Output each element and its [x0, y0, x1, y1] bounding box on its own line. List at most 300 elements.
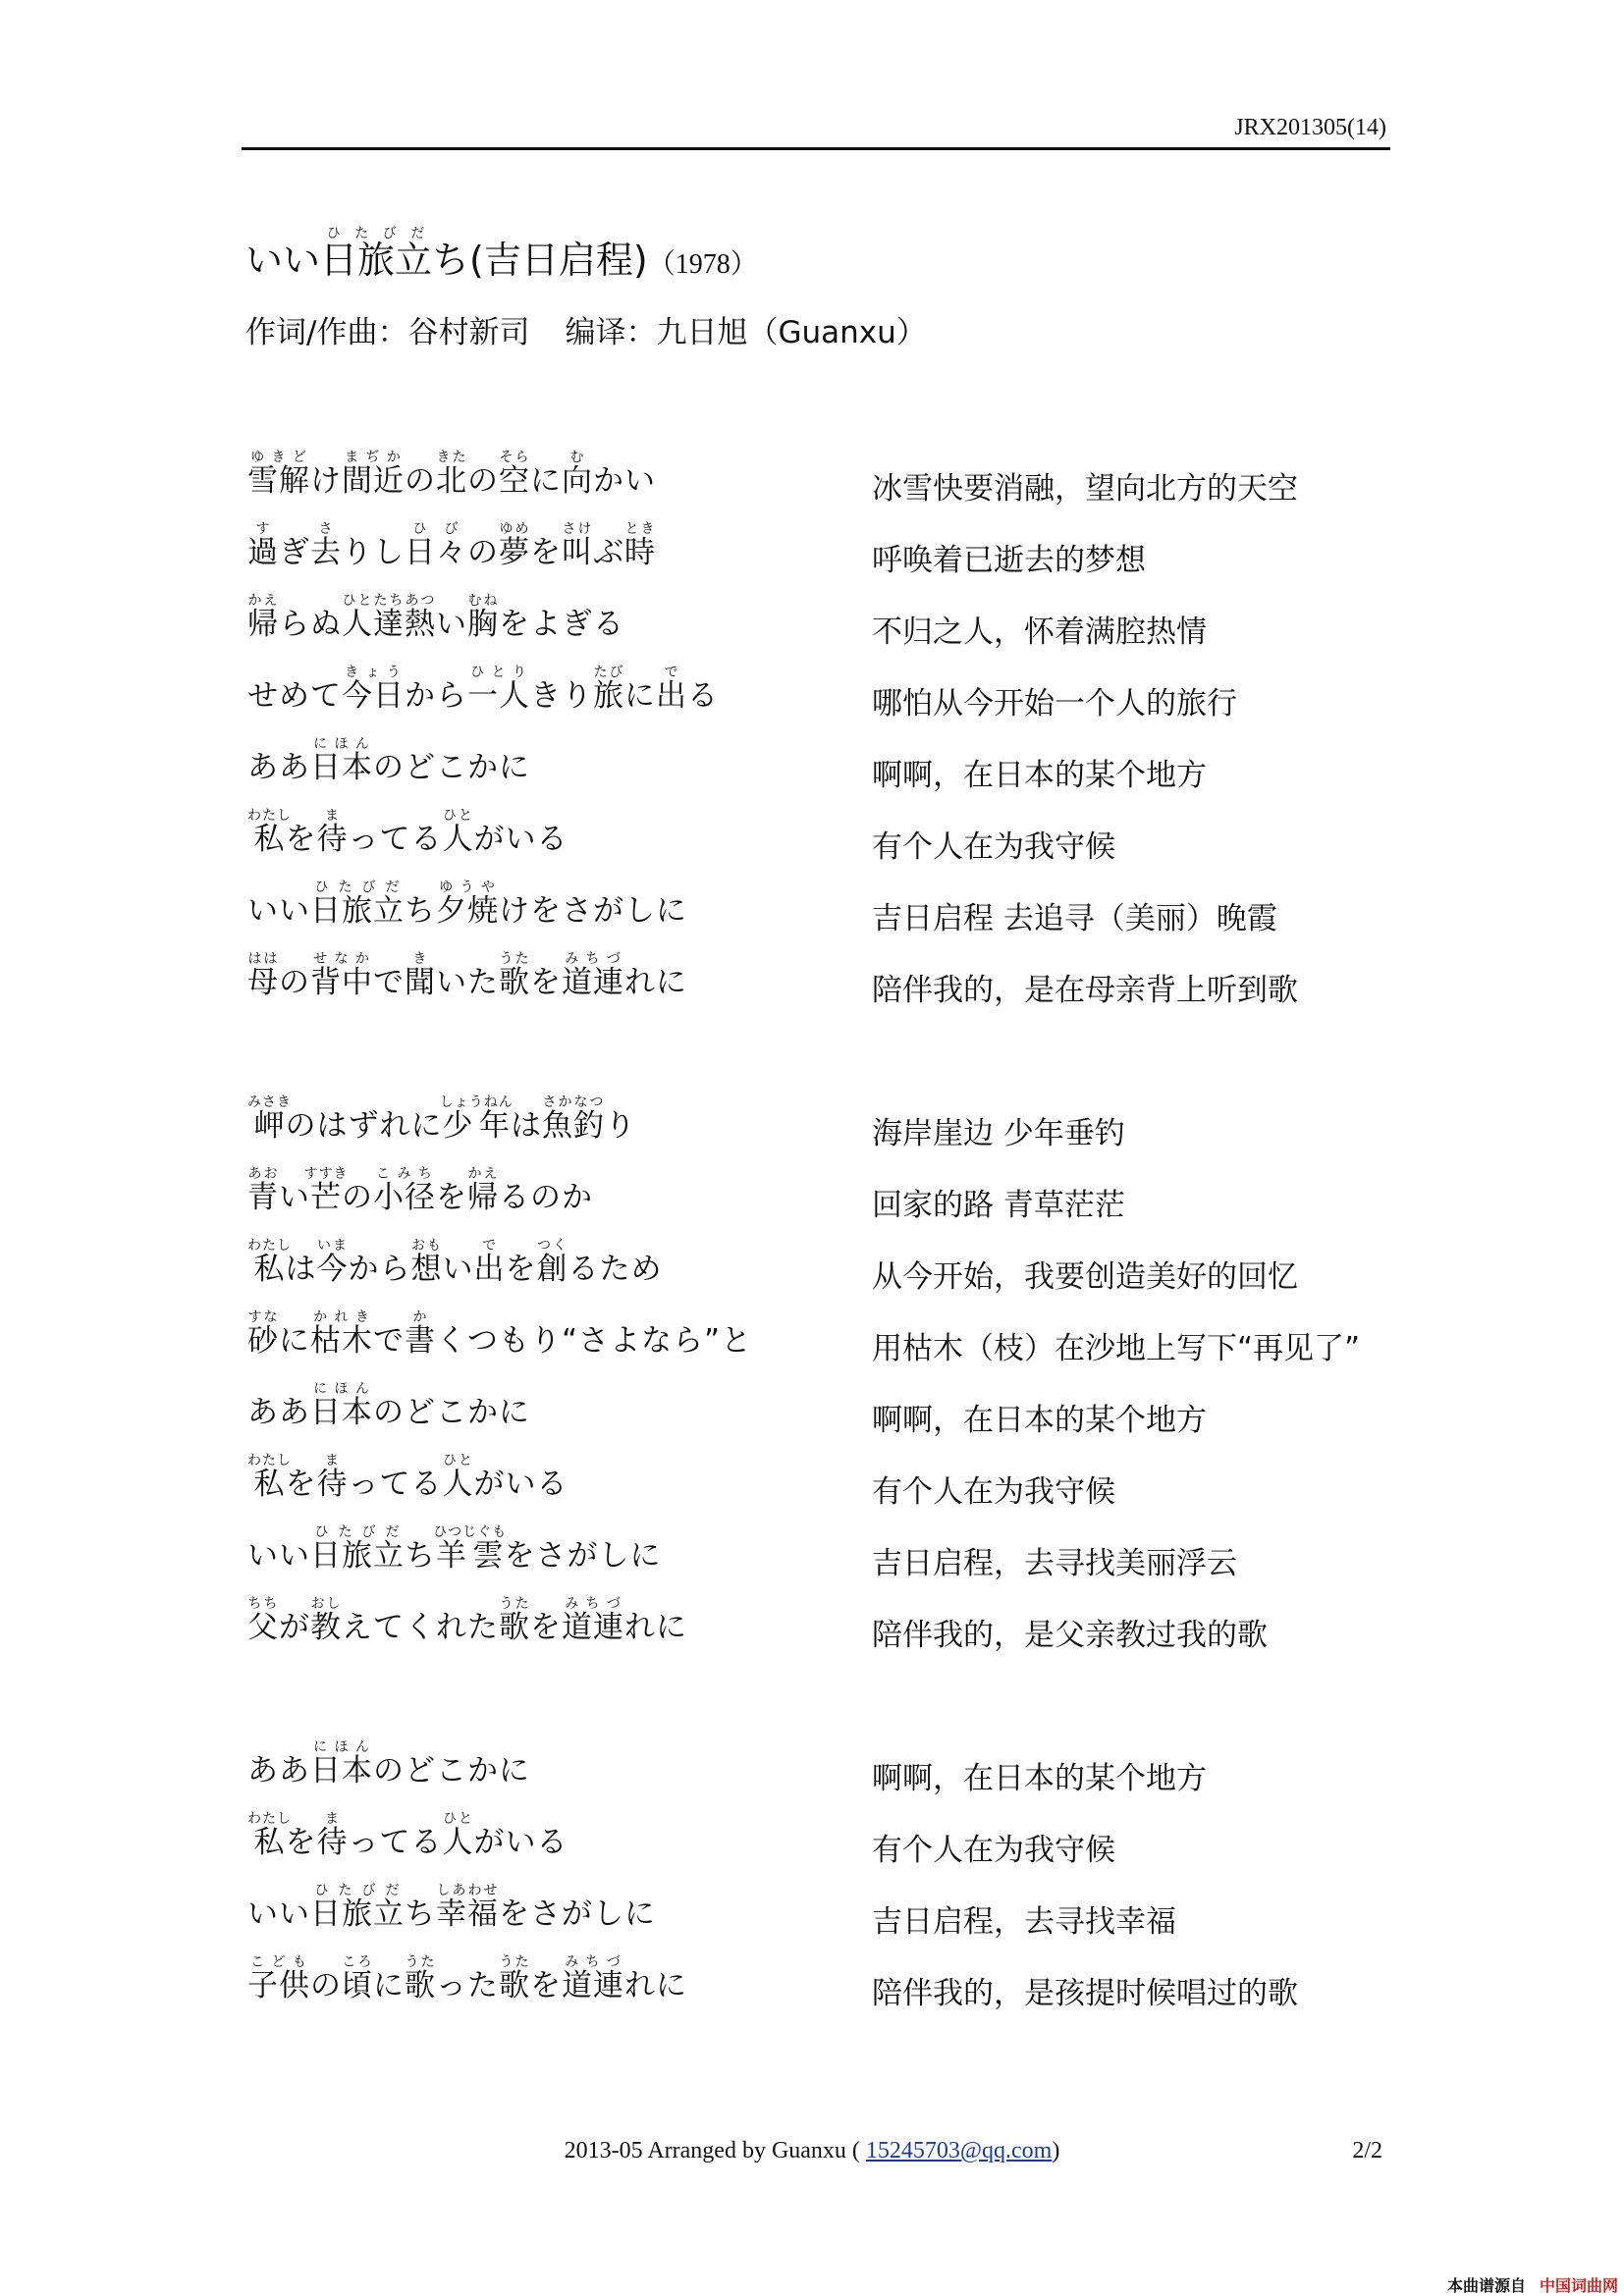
ruby-reading: で	[656, 665, 687, 680]
ruby-reading: いま	[316, 1238, 349, 1254]
ruby-base: 芒	[303, 1180, 349, 1215]
title-part2: ち(吉日启程)	[432, 239, 648, 282]
kana-segment: いい	[247, 1896, 310, 1932]
ruby-segment	[473, 1238, 506, 1287]
ruby-base: 私	[247, 1252, 292, 1287]
ruby-reading: すな	[247, 1309, 279, 1325]
ruby-reading: ひと	[442, 1453, 474, 1468]
ruby-segment	[247, 951, 279, 1000]
ruby-base: 歌	[499, 1968, 530, 2003]
ruby-base: 北	[436, 463, 467, 499]
lyric-ja-line	[247, 951, 687, 1001]
ruby-base: 歌	[405, 1968, 436, 2003]
ruby-segment	[247, 1596, 279, 1645]
ruby-base: 向	[562, 463, 593, 499]
ruby-segment	[247, 450, 310, 499]
ruby-segment	[436, 450, 467, 499]
kana-segment: をさがしに	[504, 1538, 662, 1574]
ruby-reading: さかなつ	[542, 1095, 605, 1110]
ruby-segment	[247, 1453, 292, 1502]
kana-segment: け	[310, 463, 342, 499]
ruby-segment	[436, 880, 499, 929]
lyric-zh-line: 吉日启程 去追寻（美丽）晚霞	[872, 901, 1277, 936]
ruby-segment	[342, 1954, 373, 2003]
lyric-zh-line: 回家的路 青草茫茫	[872, 1188, 1125, 1223]
ruby-segment	[310, 951, 373, 1000]
ruby-reading: ま	[316, 1453, 349, 1468]
lyric-ja-line	[247, 1095, 636, 1145]
kana-segment: の	[279, 965, 310, 1000]
ruby-base: 雪解	[247, 463, 310, 499]
ruby-base: 日旅立	[310, 1538, 405, 1574]
ruby-segment	[562, 1954, 624, 2003]
footer-arranged-suffix: )	[1052, 2138, 1060, 2163]
ruby-base: 日々	[405, 535, 467, 570]
ruby-base: 私	[247, 1467, 292, 1502]
watermark-source: 本曲谱源自	[1446, 2276, 1526, 2295]
ruby-reading: さけ	[562, 521, 593, 537]
kana-segment: せめて	[247, 678, 342, 714]
title-ruby-base: 日旅立	[320, 239, 433, 282]
kana-segment: ああ	[247, 750, 310, 785]
ruby-base: 歌	[499, 1610, 530, 1645]
lyric-ja-line	[247, 1954, 687, 2004]
ruby-segment	[410, 1238, 443, 1287]
ruby-segment	[499, 1596, 530, 1645]
ruby-segment	[310, 1883, 405, 1932]
credit-lyricist-composer: 作词/作曲：谷村新司	[245, 315, 530, 350]
ruby-segment	[436, 1883, 499, 1932]
ruby-base: 帰	[247, 607, 279, 642]
ruby-base: 夢	[499, 535, 530, 570]
kana-segment: を	[530, 1610, 562, 1645]
ruby-base: 創	[536, 1252, 568, 1287]
kana-segment: くつもり“さよなら”と	[436, 1323, 753, 1359]
credits	[245, 307, 927, 351]
kana-segment: は	[285, 1252, 317, 1287]
lyric-ja-line	[247, 1238, 663, 1288]
kana-segment: を	[530, 535, 562, 570]
lyric-zh-line: 呼唤着已逝去的梦想	[872, 543, 1146, 578]
kana-segment: に	[373, 1968, 405, 2003]
kana-segment: に	[530, 463, 562, 499]
kana-segment: が	[279, 1610, 310, 1645]
ruby-segment	[342, 450, 405, 499]
title-ruby	[320, 226, 433, 282]
lyric-ja-line	[247, 593, 624, 643]
ruby-segment	[499, 951, 530, 1000]
kana-segment: のどこかに	[373, 1395, 530, 1430]
lyric-ja-line	[247, 1524, 662, 1575]
ruby-reading: みちづ	[562, 1596, 624, 1612]
ruby-base: 人	[442, 1467, 474, 1502]
ruby-base: 青	[247, 1180, 279, 1215]
ruby-segment	[442, 808, 474, 857]
ruby-base: 父	[247, 1610, 279, 1645]
ruby-segment	[467, 665, 530, 714]
ruby-reading: す	[247, 521, 279, 537]
ruby-base: 今日	[342, 678, 405, 714]
ruby-segment	[247, 1811, 292, 1860]
kana-segment: い	[442, 1252, 474, 1287]
kana-segment: るのか	[499, 1180, 593, 1215]
ruby-base: 人	[442, 1825, 474, 1860]
ruby-base: 去	[310, 535, 342, 570]
ruby-segment	[405, 521, 467, 570]
ruby-segment	[499, 1954, 530, 2003]
ruby-base: 出	[656, 678, 687, 714]
ruby-reading: にほん	[310, 1739, 373, 1755]
lyric-zh-line: 哪怕从今开始一个人的旅行	[872, 686, 1237, 721]
ruby-base: 書	[405, 1323, 436, 1359]
ruby-base: 日本	[310, 1395, 373, 1430]
lyric-ja-line	[247, 1883, 656, 1933]
ruby-reading: わたし	[247, 1811, 292, 1827]
lyric-zh-line: 有个人在为我守候	[872, 829, 1115, 865]
ruby-base: 子供	[247, 1968, 310, 2003]
lyric-zh-line: 吉日启程，去寻找美丽浮云	[872, 1546, 1237, 1581]
ruby-segment	[467, 593, 499, 642]
ruby-reading: かれき	[310, 1309, 373, 1325]
watermark-brand: 中国词曲网	[1539, 2276, 1618, 2295]
ruby-base: 日本	[310, 1753, 373, 1789]
kana-segment: ってる	[348, 822, 443, 857]
ruby-reading: ひと	[442, 808, 474, 824]
ruby-reading: そら	[499, 450, 530, 465]
kana-segment: の	[405, 463, 436, 499]
ruby-base: 少年	[439, 1108, 514, 1144]
kana-segment: を	[436, 1180, 467, 1215]
lyric-ja-line	[247, 1811, 568, 1861]
ruby-reading: にほん	[310, 736, 373, 752]
ruby-segment	[624, 521, 656, 570]
kana-segment: れに	[624, 965, 687, 1000]
lyric-zh-line: 啊啊，在日本的某个地方	[872, 1403, 1207, 1438]
ruby-segment	[536, 1238, 568, 1287]
ruby-base: 空	[499, 463, 530, 499]
ruby-segment	[562, 521, 593, 570]
kana-segment: ってる	[348, 1825, 443, 1860]
kana-segment: をよぎる	[499, 607, 624, 642]
ruby-base: 人	[442, 822, 474, 857]
lyric-ja-line	[247, 1739, 530, 1789]
ruby-base: 日旅立	[310, 1896, 405, 1932]
ruby-reading: で	[473, 1238, 506, 1254]
ruby-base: 歌	[499, 965, 530, 1000]
ruby-reading: ひとたちあつ	[342, 593, 436, 609]
ruby-base: 小径	[373, 1180, 436, 1215]
ruby-base: 間近	[342, 463, 405, 499]
ruby-reading: さ	[310, 521, 342, 537]
ruby-reading: あお	[247, 1166, 279, 1182]
ruby-reading: しょうねん	[439, 1095, 514, 1110]
ruby-base: 砂	[247, 1323, 279, 1359]
title-part1: いい	[245, 239, 321, 282]
ruby-segment	[247, 808, 292, 857]
ruby-segment	[247, 1309, 279, 1359]
kana-segment: ぶ	[593, 535, 624, 570]
kana-segment: の	[310, 1968, 342, 2003]
kana-segment: を	[285, 822, 317, 857]
ruby-segment	[310, 736, 373, 785]
ruby-segment	[310, 1309, 373, 1359]
ruby-segment	[542, 1095, 605, 1144]
ruby-segment	[499, 521, 530, 570]
ruby-base: 叫	[562, 535, 593, 570]
lyric-ja-line	[247, 1453, 568, 1503]
ruby-reading: わたし	[247, 1238, 292, 1254]
ruby-base: 人達熱	[342, 607, 436, 642]
ruby-reading: みさき	[247, 1095, 292, 1110]
ruby-base: 旅	[593, 678, 624, 714]
ruby-base: 胸	[467, 607, 499, 642]
ruby-base: 待	[316, 1467, 349, 1502]
ruby-base: 日旅立	[310, 893, 405, 929]
ruby-reading: ひたびだ	[310, 880, 405, 895]
ruby-reading: しあわせ	[436, 1883, 499, 1898]
ruby-reading: とき	[624, 521, 656, 537]
ruby-segment	[562, 450, 593, 499]
ruby-segment	[442, 1453, 474, 1502]
ruby-segment	[310, 1381, 373, 1430]
kana-segment: をさがしに	[499, 1896, 656, 1932]
ruby-base: 出	[473, 1252, 506, 1287]
ruby-segment	[562, 951, 624, 1000]
ruby-reading: はは	[247, 951, 279, 967]
footer-arranged-prefix: 2013-05 Arranged by Guanxu (	[564, 2138, 866, 2163]
kana-segment: は	[511, 1108, 542, 1144]
ruby-base: 枯木	[310, 1323, 373, 1359]
ruby-segment	[342, 665, 405, 714]
kana-segment: ち	[405, 1896, 436, 1932]
kana-segment: るため	[568, 1252, 663, 1287]
kana-segment: れに	[624, 1610, 687, 1645]
ruby-segment	[593, 665, 624, 714]
ruby-base: 待	[316, 1825, 349, 1860]
ruby-segment	[405, 951, 436, 1000]
page-title	[245, 226, 758, 284]
ruby-base: 背中	[310, 965, 373, 1000]
kana-segment: い	[279, 1180, 310, 1215]
ruby-segment	[310, 880, 405, 929]
ruby-segment	[373, 1166, 436, 1215]
ruby-reading: わたし	[247, 1453, 292, 1468]
header-rule	[242, 147, 1390, 150]
ruby-base: 岬	[247, 1108, 292, 1144]
ruby-reading: せなか	[310, 951, 373, 967]
ruby-segment	[247, 1166, 279, 1215]
ruby-base: 私	[247, 822, 292, 857]
ruby-reading: うた	[499, 951, 530, 967]
lyric-ja-line	[247, 665, 719, 715]
ruby-base: 羊雲	[433, 1538, 508, 1574]
lyric-ja-line	[247, 1596, 687, 1646]
footer-email-link[interactable]: 15245703@qq.com	[865, 2138, 1053, 2163]
ruby-segment	[247, 593, 279, 642]
ruby-base: 想	[410, 1252, 443, 1287]
kana-segment: いた	[436, 965, 499, 1000]
kana-segment: で	[373, 965, 405, 1000]
lyric-zh-line: 陪伴我的，是在母亲背上听到歌	[872, 973, 1298, 1008]
kana-segment: ああ	[247, 1395, 310, 1430]
lyric-ja-line	[247, 450, 656, 500]
ruby-reading: こども	[247, 1954, 310, 1970]
ruby-reading: ひとり	[467, 665, 530, 680]
kana-segment: れに	[624, 1968, 687, 2003]
ruby-segment	[499, 450, 530, 499]
kana-segment: り	[605, 1108, 636, 1144]
ruby-reading: かえ	[467, 1166, 499, 1182]
lyric-zh-line: 从今开始，我要创造美好的回忆	[872, 1259, 1298, 1295]
kana-segment: らぬ	[279, 607, 342, 642]
ruby-segment	[247, 1238, 292, 1287]
ruby-segment	[316, 1238, 349, 1287]
ruby-base: 教	[310, 1610, 342, 1645]
kana-segment: かい	[593, 463, 656, 499]
ruby-base: 帰	[467, 1180, 499, 1215]
ruby-segment	[316, 1811, 349, 1860]
kana-segment: きり	[530, 678, 593, 714]
kana-segment: い	[436, 607, 467, 642]
ruby-reading: むね	[467, 593, 499, 609]
ruby-reading: きょう	[342, 665, 405, 680]
kana-segment: ぎ	[279, 535, 310, 570]
ruby-base: 夕焼	[436, 893, 499, 929]
lyric-zh-line: 啊啊，在日本的某个地方	[872, 758, 1207, 793]
lyric-ja-line	[247, 736, 530, 786]
title-ruby-reading: ひたびだ	[320, 226, 433, 241]
lyric-ja-line	[247, 1166, 593, 1216]
kana-segment: った	[436, 1968, 499, 2003]
ruby-base: 聞	[405, 965, 436, 1000]
kana-segment: のどこかに	[373, 1753, 530, 1789]
ruby-base: 道連	[562, 965, 624, 1000]
ruby-base: 道連	[562, 1610, 624, 1645]
kana-segment: に	[279, 1323, 310, 1359]
kana-segment: から	[405, 678, 467, 714]
ruby-segment	[247, 1954, 310, 2003]
kana-segment: いい	[247, 1538, 310, 1574]
ruby-reading: ゆめ	[499, 521, 530, 537]
ruby-segment	[310, 1596, 342, 1645]
kana-segment: の	[342, 1180, 373, 1215]
ruby-reading: ころ	[342, 1954, 373, 1970]
ruby-reading: ちち	[247, 1596, 279, 1612]
ruby-base: 魚釣	[542, 1108, 605, 1144]
ruby-base: 道連	[562, 1968, 624, 2003]
kana-segment: ああ	[247, 1753, 310, 1789]
ruby-segment	[405, 1309, 436, 1359]
lyric-zh-line: 陪伴我的，是父亲教过我的歌	[872, 1618, 1268, 1653]
ruby-base: 幸福	[436, 1896, 499, 1932]
ruby-reading: ひと	[442, 1811, 474, 1827]
lyric-ja-line	[247, 1381, 530, 1431]
lyric-zh-line: 啊啊，在日本的某个地方	[872, 1761, 1207, 1796]
ruby-reading: つく	[536, 1238, 568, 1254]
ruby-segment	[310, 1739, 373, 1789]
ruby-reading: わたし	[247, 808, 292, 824]
kana-segment: ち	[405, 893, 436, 929]
ruby-reading: うた	[405, 1954, 436, 1970]
ruby-reading: すすき	[303, 1166, 349, 1182]
kana-segment: けをさがしに	[499, 893, 687, 929]
ruby-reading: ひつじぐも	[433, 1524, 508, 1540]
lyric-zh-line: 冰雪快要消融，望向北方的天空	[872, 471, 1298, 507]
kana-segment: を	[530, 965, 562, 1000]
kana-segment: いい	[247, 893, 310, 929]
ruby-reading: たび	[593, 665, 624, 680]
ruby-segment	[439, 1095, 514, 1144]
kana-segment: りし	[342, 535, 405, 570]
ruby-reading: うた	[499, 1596, 530, 1612]
ruby-reading: まぢか	[342, 450, 405, 465]
kana-segment: る	[687, 678, 719, 714]
ruby-segment	[316, 1453, 349, 1502]
lyric-zh-line: 不归之人，怀着满腔热情	[872, 614, 1207, 650]
ruby-reading: おし	[310, 1596, 342, 1612]
ruby-base: 一人	[467, 678, 530, 714]
ruby-base: 時	[624, 535, 656, 570]
lyric-zh-line: 海岸崖边 少年垂钓	[872, 1116, 1125, 1151]
ruby-reading: き	[405, 951, 436, 967]
ruby-reading: ま	[316, 1811, 349, 1827]
credit-arranger: 编译：九日旭（Guanxu）	[565, 315, 927, 350]
ruby-reading: ひたびだ	[310, 1524, 405, 1540]
ruby-segment	[562, 1596, 624, 1645]
ruby-reading: ま	[316, 808, 349, 824]
ruby-reading: む	[562, 450, 593, 465]
lyric-ja-line	[247, 880, 687, 930]
ruby-base: 過	[247, 535, 279, 570]
ruby-segment	[303, 1166, 349, 1215]
header-code: JRX201305(14)	[1234, 115, 1386, 140]
kana-segment: のはずれに	[285, 1108, 443, 1144]
ruby-base: 頃	[342, 1968, 373, 2003]
title-year: （1978）	[647, 249, 758, 280]
lyric-ja-line	[247, 808, 568, 858]
kana-segment: の	[467, 463, 499, 499]
ruby-segment	[433, 1524, 508, 1574]
kana-segment: を	[505, 1252, 537, 1287]
ruby-segment	[342, 593, 436, 642]
ruby-segment	[405, 1954, 436, 2003]
ruby-segment	[310, 1524, 405, 1574]
kana-segment: ってる	[348, 1467, 443, 1502]
ruby-reading: ひたびだ	[310, 1883, 405, 1898]
lyric-zh-line: 用枯木（枝）在沙地上写下“再见了”	[872, 1331, 1361, 1366]
ruby-reading: ゆうや	[436, 880, 499, 895]
ruby-base: 今	[316, 1252, 349, 1287]
ruby-reading: みちづ	[562, 1954, 624, 1970]
ruby-reading: こみち	[373, 1166, 436, 1182]
kana-segment: から	[348, 1252, 411, 1287]
ruby-base: 母	[247, 965, 279, 1000]
kana-segment: の	[467, 535, 499, 570]
ruby-base: 待	[316, 822, 349, 857]
kana-segment: のどこかに	[373, 750, 530, 785]
lyric-ja-line	[247, 1309, 752, 1360]
kana-segment: ち	[405, 1538, 436, 1574]
kana-segment: がいる	[473, 822, 568, 857]
ruby-segment	[247, 521, 279, 570]
lyric-ja-line	[247, 521, 656, 571]
lyric-zh-line: 陪伴我的，是孩提时候唱过的歌	[872, 1976, 1298, 2011]
lyric-zh-line: 有个人在为我守候	[872, 1474, 1115, 1510]
kana-segment: えてくれた	[342, 1610, 499, 1645]
ruby-reading: かえ	[247, 593, 279, 609]
kana-segment: がいる	[473, 1825, 568, 1860]
kana-segment: に	[624, 678, 656, 714]
